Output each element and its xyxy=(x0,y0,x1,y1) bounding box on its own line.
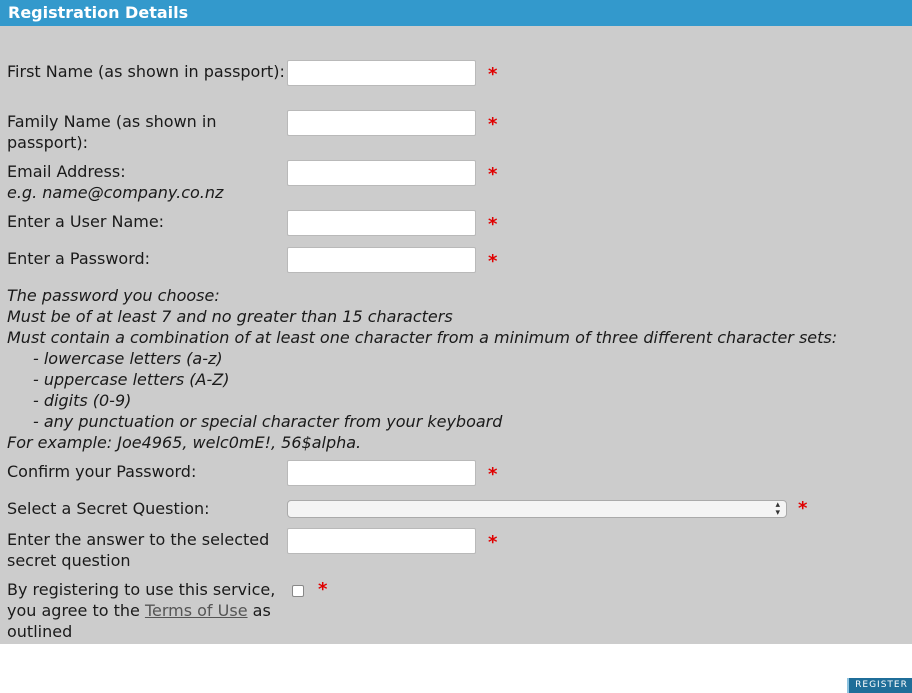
select-arrows-icon: ▴ ▾ xyxy=(775,500,780,518)
password-label: Enter a Password: xyxy=(7,249,151,268)
family-name-input[interactable] xyxy=(287,110,476,136)
page-title: Registration Details xyxy=(8,3,189,22)
password-rules xyxy=(7,285,887,453)
first-name-required: * xyxy=(488,64,498,85)
secret-answer-label: Enter the answer to the selected secret question xyxy=(7,530,270,570)
terms-required: * xyxy=(318,579,328,600)
secret-question-select[interactable] xyxy=(287,500,787,518)
password-length-rule: Must be of at least 7 and no greater than 15 characters xyxy=(7,307,453,326)
terms-label xyxy=(7,579,287,642)
family-name-label: Family Name (as shown in passport): xyxy=(7,112,217,152)
password-required: * xyxy=(488,251,498,272)
secret-question-label: Select a Secret Question: xyxy=(7,499,210,518)
username-required: * xyxy=(488,214,498,235)
password-example: For example: Joe4965, welc0mE!, 56$alpha. xyxy=(7,433,362,452)
password-set-item: - any punctuation or special character from your keyboard xyxy=(33,412,503,431)
password-set-item: - uppercase letters (A-Z) xyxy=(33,370,230,389)
terms-suffix: as outlined xyxy=(7,601,271,641)
terms-of-use-link[interactable]: Terms of Use xyxy=(144,601,248,620)
terms-prefix: By registering to use this service, you agree to the xyxy=(7,580,276,620)
username-label: Enter a User Name: xyxy=(7,212,165,231)
first-name-label: First Name (as shown in passport): xyxy=(7,62,285,81)
email-required: * xyxy=(488,164,498,185)
email-input[interactable] xyxy=(287,160,476,186)
registration-header xyxy=(0,0,912,26)
register-button[interactable]: REGISTER xyxy=(847,678,912,693)
secret-answer-required: * xyxy=(488,532,498,553)
family-name-required: * xyxy=(488,114,498,135)
secret-answer-input[interactable] xyxy=(287,528,476,554)
email-label-text: Email Address: xyxy=(7,162,126,181)
terms-checkbox[interactable] xyxy=(292,585,304,597)
password-input[interactable] xyxy=(287,247,476,273)
secret-question-required: * xyxy=(798,498,808,519)
confirm-password-input[interactable] xyxy=(287,460,476,486)
password-set-item: - digits (0-9) xyxy=(33,391,132,410)
password-set-item: - lowercase letters (a-z) xyxy=(33,349,223,368)
email-example: e.g. name@company.co.nz xyxy=(7,183,224,202)
confirm-password-required: * xyxy=(488,464,498,485)
confirm-password-label: Confirm your Password: xyxy=(7,462,197,481)
first-name-input[interactable] xyxy=(287,60,476,86)
email-label xyxy=(7,161,287,203)
username-input[interactable] xyxy=(287,210,476,236)
password-combo-rule: Must contain a combination of at least one character from a minimum of three different character sets: xyxy=(7,328,838,347)
password-rules-intro: The password you choose: xyxy=(7,286,220,305)
